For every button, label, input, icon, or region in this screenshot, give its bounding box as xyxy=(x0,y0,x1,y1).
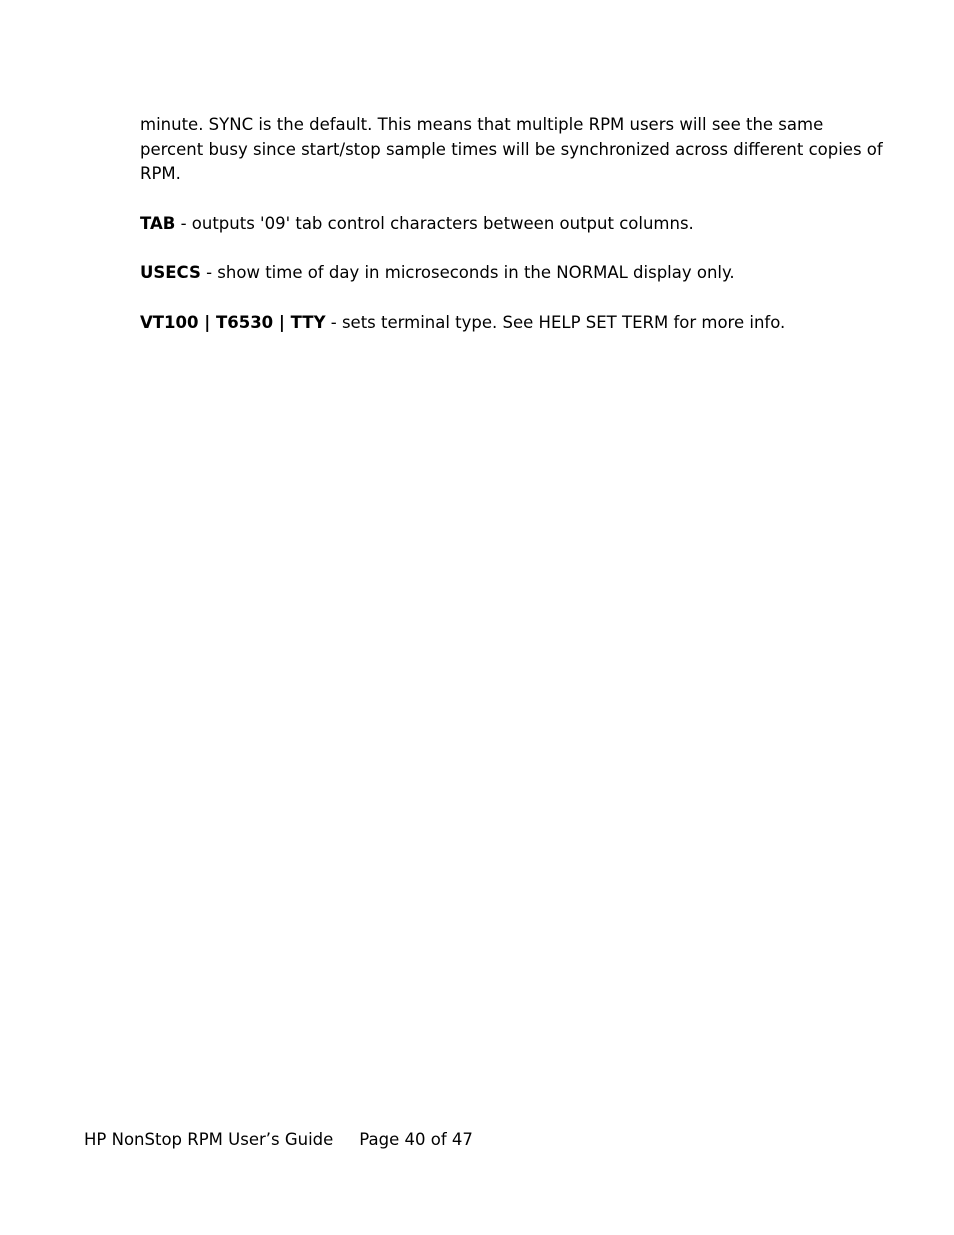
option-term-usecs: USECS xyxy=(140,263,201,282)
paragraph-text: minute. SYNC is the default. This means that multiple RPM users will see the same percent busy since start/stop sample times will be synchronized across different copies of RPM. xyxy=(140,115,883,183)
paragraph-usecs xyxy=(140,261,885,286)
page-footer xyxy=(84,1128,473,1152)
document-body xyxy=(140,113,885,360)
footer-page-number: Page 40 of 47 xyxy=(359,1130,473,1149)
option-term-terminal-type: VT100 | T6530 | TTY xyxy=(140,312,326,332)
paragraph-terminal-type xyxy=(140,311,885,336)
paragraph-text: - show time of day in microseconds in the NORMAL display only. xyxy=(200,263,735,282)
option-term-tab: TAB xyxy=(140,213,176,233)
footer-doc-title: HP NonStop RPM User’s Guide xyxy=(84,1130,334,1149)
paragraph-text: - outputs '09' tab control characters between output columns. xyxy=(175,213,694,233)
paragraph-tab xyxy=(140,212,885,237)
paragraph-sync-continued xyxy=(140,113,885,187)
paragraph-text: - sets terminal type. See HELP SET TERM for more info. xyxy=(325,312,786,332)
